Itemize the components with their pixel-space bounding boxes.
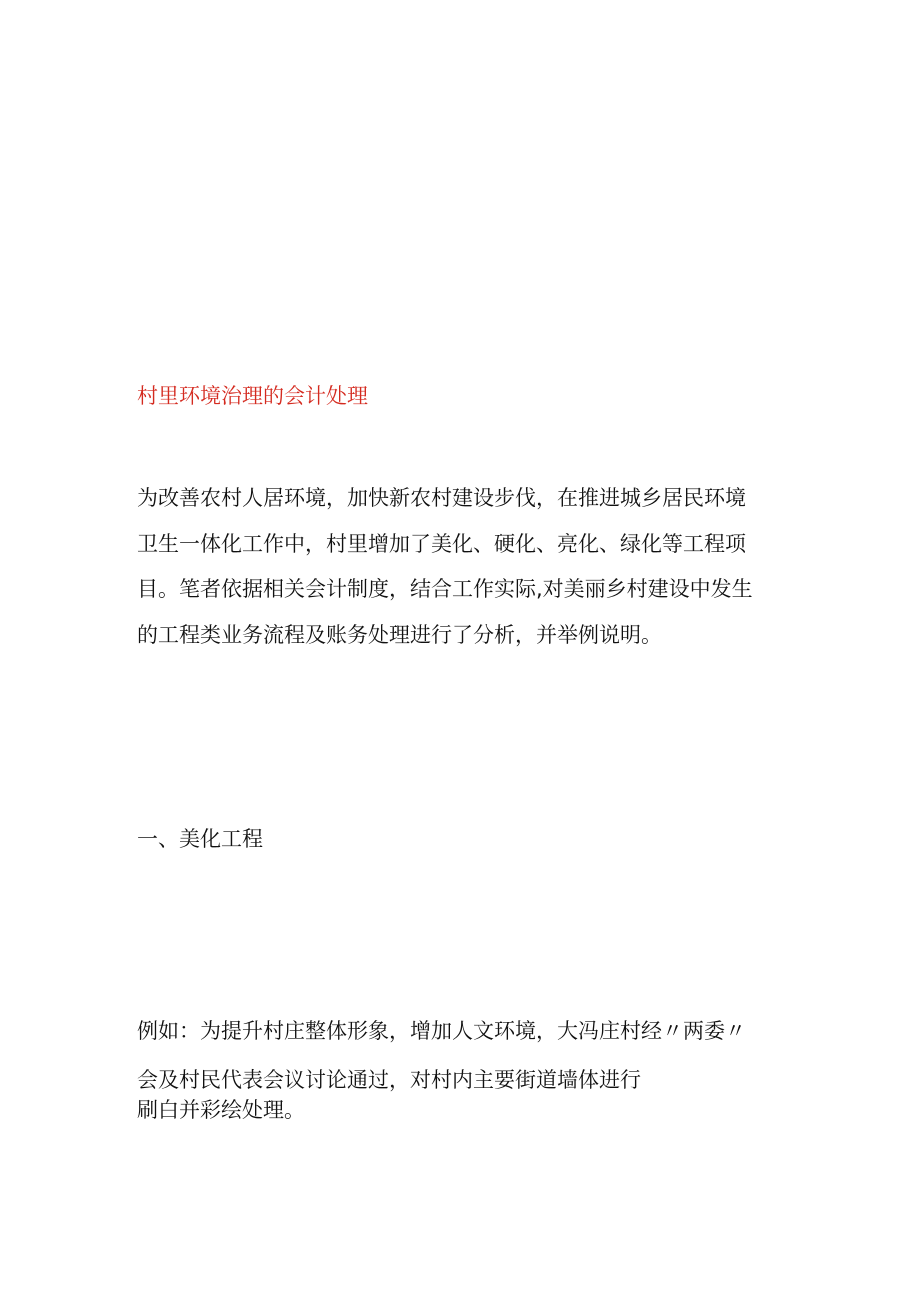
example-line: 会及村民代表会议讨论通过，对村内主要街道墙体进行 [137, 1068, 641, 1092]
section-heading: 一、美化工程 [137, 827, 263, 851]
intro-line: 为改善农村人居环境，加快新农村建设步伐，在推进城乡居民环境 [137, 486, 746, 510]
intro-line: 的工程类业务流程及账务处理进行了分析，并举例说明。 [137, 622, 662, 647]
document-title: 村里环境治理的会计处理 [137, 384, 368, 408]
intro-line: 卫生一体化工作中，村里增加了美化、硬化、亮化、绿化等工程项 [137, 531, 746, 556]
example-line: 例如：为提升村庄整体形象，增加人文环境，大冯庄村经〃两委〃 [137, 1019, 746, 1043]
example-paragraph [137, 1014, 797, 1127]
intro-line: 目。笔者依据相关会计制度，结合工作实际,对美丽乡村建设中发生 [137, 577, 753, 601]
example-line: 刷白并彩绘处理。 [137, 1098, 305, 1122]
intro-paragraph [137, 476, 797, 658]
